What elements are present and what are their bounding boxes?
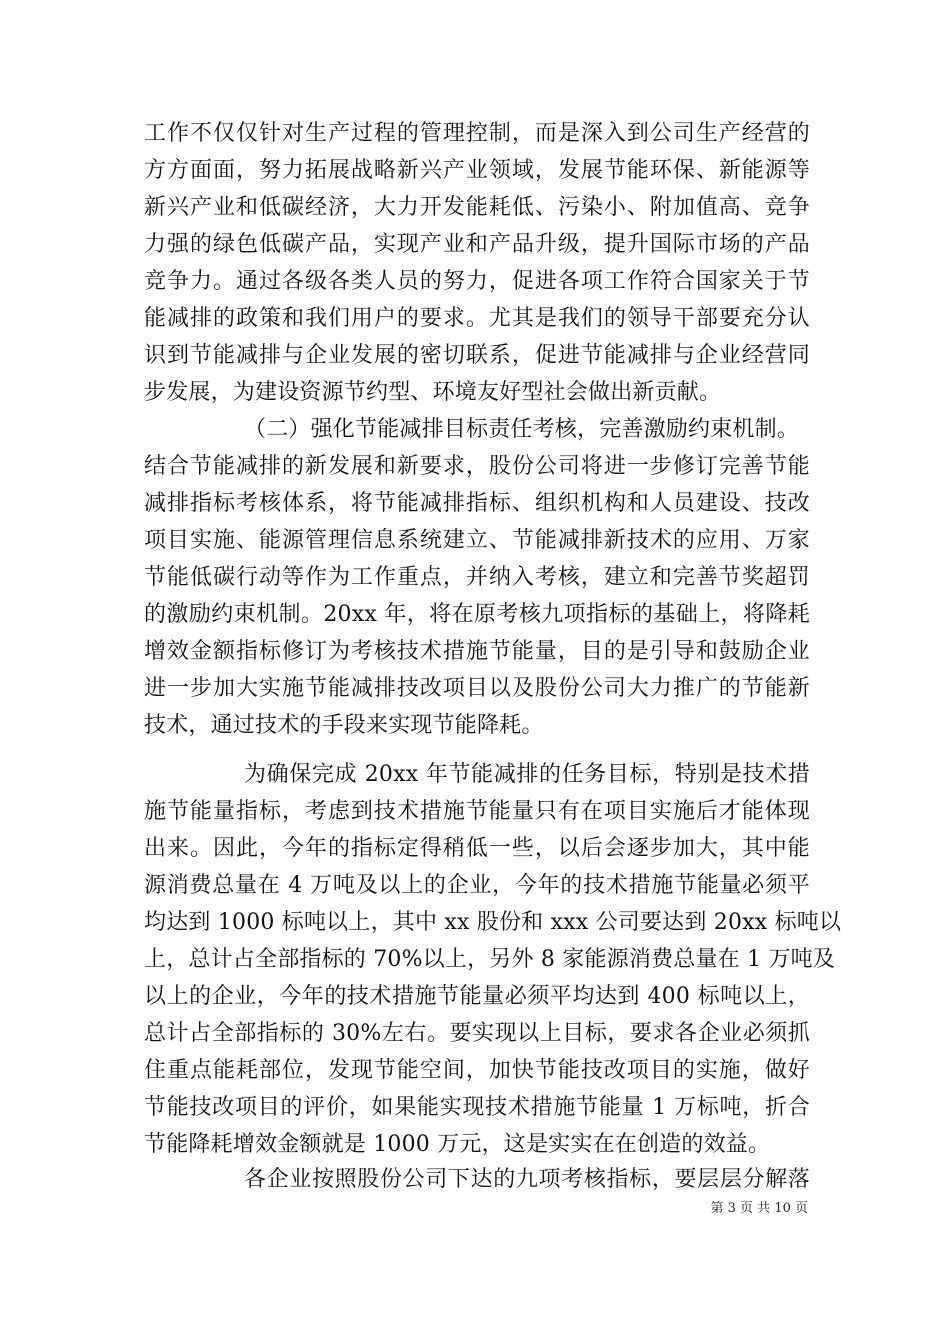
text-line: 步发展，为建设资源节约型、环境友好型社会做出新贡献。 [144, 380, 722, 405]
text-line: 均达到 1000 标吨以上，其中 xx 股份和 xxx 公司要达到 20xx 标吨以 [144, 910, 842, 935]
text-line: 以上的企业，今年的技术措施节能量必须平均达到 400 标吨以上， [144, 984, 810, 1009]
text-line: 节能技改项目的评价，如果能实现技术措施节能量 1 万标吨，折合 [144, 1095, 810, 1120]
text-line: 出来。因此，今年的指标定得稍低一些，以后会逐步加大，其中能 [144, 836, 810, 861]
text-line: 技术，通过技术的手段来实现节能降耗。 [144, 713, 544, 738]
text-line: 源消费总量在 4 万吨及以上的企业，今年的技术措施节能量必须平 [144, 873, 810, 898]
text-line: 各企业按照股份公司下达的九项考核指标，要层层分解落 [244, 1167, 810, 1192]
text-line: 能减排的政策和我们用户的要求。尤其是我们的领导干部要充分认 [144, 306, 810, 331]
text-line: 施节能量指标，考虑到技术措施节能量只有在项目实施后才能体现 [144, 799, 810, 824]
text-line: 方方面面，努力拓展战略新兴产业领域，发展节能环保、新能源等 [144, 158, 810, 183]
text-line: 工作不仅仅针对生产过程的管理控制，而是深入到公司生产经营的 [144, 121, 810, 146]
text-line: 上，总计占全部指标的 70%以上，另外 8 家能源消费总量在 1 万吨及 [144, 947, 836, 972]
text-line: 新兴产业和低碳经济，大力开发能耗低、污染小、附加值高、竞争 [144, 195, 810, 220]
text-line: 识到节能减排与企业发展的密切联系，促进节能减排与企业经营同 [144, 343, 810, 368]
text-line: 节能降耗增效金额就是 1000 万元，这是实实在在创造的效益。 [144, 1132, 771, 1157]
text-line: 项目实施、能源管理信息系统建立、节能减排新技术的应用、万家 [144, 528, 810, 553]
text-line: 住重点能耗部位，发现节能空间，加快节能技改项目的实施，做好 [144, 1058, 810, 1083]
text-line: 总计占全部指标的 30%左右。要实现以上目标，要求各企业必须抓 [144, 1021, 810, 1046]
text-line: 的激励约束机制。20xx 年，将在原考核九项指标的基础上，将降耗 [144, 602, 810, 627]
text-line: 减排指标考核体系，将节能减排指标、组织机构和人员建设、技改 [144, 491, 810, 516]
page-number: 第 3 页 共 10 页 [710, 1201, 808, 1216]
text-line: 力强的绿色低碳产品，实现产业和产品升级，提升国际市场的产品 [144, 232, 810, 257]
text-line: 节能低碳行动等作为工作重点，并纳入考核，建立和完善节奖超罚 [144, 565, 810, 590]
text-line: 增效金额指标修订为考核技术措施节能量，目的是引导和鼓励企业 [144, 639, 810, 664]
section-heading-line: （二）强化节能减排目标责任考核，完善激励约束机制。 [244, 417, 800, 442]
text-line: 结合节能减排的新发展和新要求，股份公司将进一步修订完善节能 [144, 454, 810, 479]
text-line: 为确保完成 20xx 年节能减排的任务目标，特别是技术措 [244, 762, 810, 787]
text-line: 进一步加大实施节能减排技改项目以及股份公司大力推广的节能新 [144, 676, 810, 701]
text-line: 竞争力。通过各级各类人员的努力，促进各项工作符合国家关于节 [144, 269, 810, 294]
